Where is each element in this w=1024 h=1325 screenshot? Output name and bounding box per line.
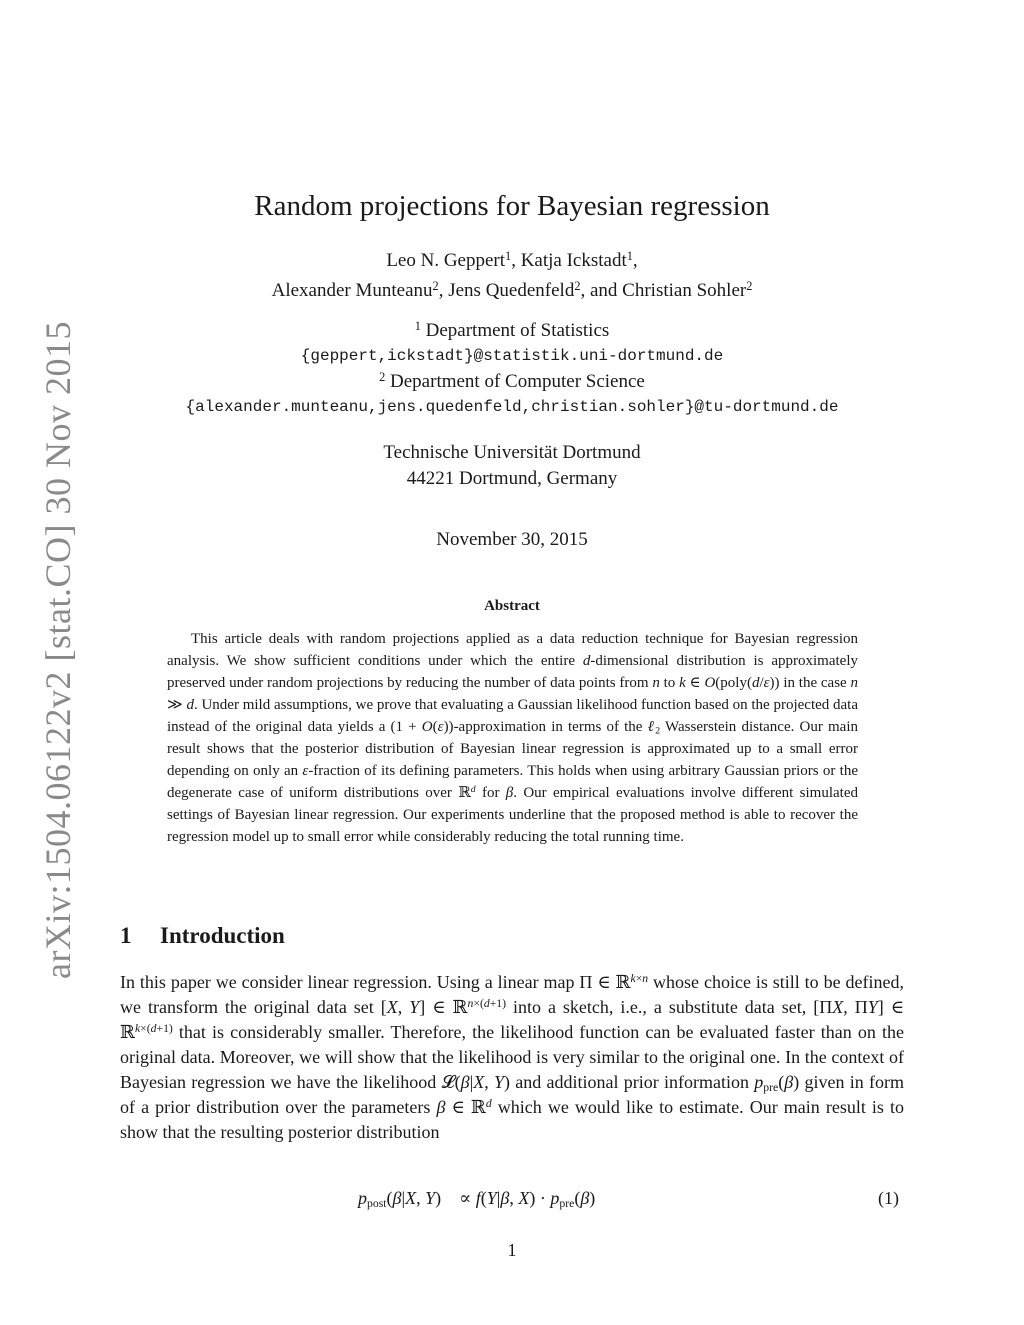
- author-name: and Christian Sohler: [590, 280, 747, 301]
- affiliation-mark: 1: [505, 248, 512, 263]
- arxiv-stamp: arXiv:1504.06122v2 [stat.CO] 30 Nov 2015: [38, 321, 78, 979]
- affiliation-mark: 2: [379, 369, 386, 384]
- email-statistics[interactable]: {geppert,ickstadt}@statistik.uni-dortmund.de: [300, 347, 724, 365]
- university-name: Technische Universität Dortmund: [383, 442, 641, 463]
- department-statistics: Department of Statistics: [425, 320, 610, 341]
- section-title: Introduction: [160, 923, 285, 948]
- abstract-body: This article deals with random projections applied as a data reduction technique for Bayesian regression analysis. We show sufficient conditions under which the entire d-dimensional distribution is approximately preserved under random projections by reducing the number of data points from n to k ∈ O(poly(d/ε)) in the case n ≫ d. Under mild assumptions, we prove that evaluating a Gaussian likelihood function based on the projected data instead of the original data yields a (1 + O(ε))-approximation in terms of the ℓ$_2$ Wasserstein distance. Our main result shows that the posterior distribution of Bayesian linear regression is approximated up to a small error depending on only an ε-fraction of its defining parameters. This holds when using arbitrary Gaussian priors or the degenerate case of uniform distributions over ℝ$^d$ for β. Our empirical evaluations involve different simulated settings of Bayesian linear regression. Our experiments underline that the proposed method is able to recover the regression model up to small error while considerably reducing the total running time.: [167, 631, 859, 845]
- section-number: 1: [120, 923, 132, 948]
- author-name: Jens Quedenfeld: [448, 280, 575, 301]
- introduction-paragraph: In this paper we consider linear regression. Using a linear map Π ∈ ℝ$^{k\times n}$ whose choice is still to be defined, we transform the original data set [X, Y] ∈ ℝ$^{n\times(d+1)}$ into a sketch, i.e., a substitute data set, [ΠX, ΠY] ∈ ℝ$^{k\times(d+1)}$ that is considerably smaller. Therefore, the likelihood function can be evaluated faster than on the original data. Moreover, we will show that the likelihood is very similar to the original one. In the context of Bayesian regression we have the likelihood 𝓛(β|X, Y) and additional prior information $p_{pre}(\beta)$ given in form of a prior distribution over the parameters β ∈ ℝ$^d$ which we would like to estimate. Our main result is to show that the resulting posterior distribution: [120, 972, 905, 1142]
- equation-label: (1): [878, 1188, 899, 1208]
- affiliation-mark: 2: [574, 278, 581, 293]
- affiliation-2: [0, 371, 1024, 393]
- paper-title: Random projections for Bayesian regression: [254, 190, 770, 222]
- affiliation-mark: 2: [746, 278, 753, 293]
- equation-body: $p_{post}(\beta|X$, Y) ∝ f(Y|β, $X) \cdot p_{pre}(\beta)$: [358, 1188, 596, 1210]
- author-name: Katja Ickstadt: [520, 250, 627, 271]
- abstract-heading: Abstract: [484, 598, 540, 614]
- university-address: 44221 Dortmund, Germany: [406, 468, 618, 489]
- affiliation-mark: 1: [414, 318, 421, 333]
- author-line-1: Leo N. Geppert$^1$, Katja Ickstadt$^1$,: [386, 248, 638, 271]
- paper-date: November 30, 2015: [436, 529, 588, 550]
- section-heading: [120, 923, 285, 949]
- affiliation-1: [0, 320, 1024, 342]
- author-name: Leo N. Geppert: [386, 250, 506, 271]
- affiliation-mark: 2: [432, 278, 439, 293]
- page-number: 1: [507, 1240, 517, 1260]
- email-computer-science[interactable]: {alexander.munteanu,jens.quedenfeld,christian.sohler}@tu-dortmund.de: [185, 398, 839, 416]
- author-name: Alexander Munteanu: [271, 280, 433, 301]
- department-computer-science: Department of Computer Science: [390, 371, 645, 392]
- author-line-2: Alexander Munteanu$^2$, Jens Quedenfeld$^2$, and Christian Sohler$^2$: [271, 278, 753, 301]
- affiliation-mark: 1: [626, 248, 633, 263]
